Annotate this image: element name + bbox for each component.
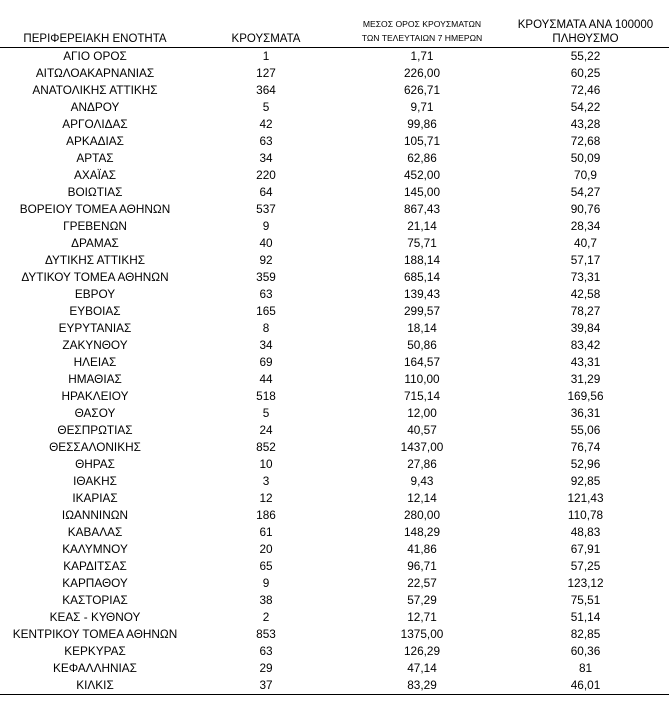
- cell-per100k: 60,25: [570, 66, 601, 80]
- cell-region: ΘΗΡΑΣ: [75, 457, 115, 471]
- cell-cases: 5: [262, 406, 270, 420]
- cell-cases: 44: [259, 372, 273, 386]
- cell-per100k: 55,22: [570, 49, 601, 63]
- header-avg7-line2: ΤΩΝ ΤΕΛΕΥΤΑΙΩΝ 7 ΗΜΕΡΩΝ: [361, 33, 483, 43]
- cell-region: ΚΙΛΚΙΣ: [0, 677, 190, 695]
- cell-region: ΗΜΑΘΙΑΣ: [68, 372, 122, 386]
- header-row: [0, 8, 669, 48]
- cell-cases: 8: [262, 321, 270, 335]
- cell-region: ΕΥΒΟΙΑΣ: [69, 304, 121, 318]
- cell-avg7: 685,14: [403, 270, 441, 284]
- cell-region: ΗΛΕΙΑΣ: [73, 355, 117, 369]
- cell-avg7: 280,00: [403, 508, 441, 522]
- cell-per100k: 75,51: [570, 593, 601, 607]
- table-row: [0, 558, 669, 575]
- cell-avg7: 715,14: [403, 389, 441, 403]
- cell-avg7: 110,00: [404, 372, 440, 386]
- table-row: [0, 609, 669, 626]
- cell-cases: 359: [256, 270, 276, 284]
- cell-cases: 12: [259, 491, 273, 505]
- cell-region: ΒΟΡΕΙΟΥ ΤΟΜΕΑ ΑΘΗΝΩΝ: [19, 202, 171, 216]
- cell-per100k: 57,17: [570, 253, 601, 267]
- cell-region: ΚΑΒΑΛΑΣ: [67, 525, 123, 539]
- cell-cases: 34: [259, 151, 273, 165]
- cell-per100k: 57,25: [570, 559, 601, 573]
- cell-avg7: 41,86: [407, 542, 437, 556]
- table-row: [0, 184, 669, 201]
- table-row: [0, 660, 669, 677]
- cell-region: ΚΑΣΤΟΡΙΑΣ: [62, 593, 128, 607]
- table-row: [0, 303, 669, 320]
- cell-per100k: 70,9: [574, 168, 597, 182]
- table-row: [0, 82, 669, 99]
- table-row: [0, 677, 669, 695]
- cell-cases: 852: [256, 440, 276, 454]
- cell-per100k: 73,31: [570, 270, 601, 284]
- cell-avg7: 96,71: [407, 559, 437, 573]
- cell-per100k: 67,91: [570, 542, 601, 556]
- cell-per100k: 78,27: [570, 304, 601, 318]
- table-row: [0, 422, 669, 439]
- table-row: [0, 643, 669, 660]
- cell-per100k: 82,85: [570, 627, 601, 641]
- cell-cases: 20: [259, 542, 273, 556]
- cell-region: ΚΑΡΠΑΘΟΥ: [62, 576, 128, 590]
- cell-per100k: 39,84: [570, 321, 601, 335]
- cell-avg7: 299,57: [403, 304, 441, 318]
- cell-per100k: 48,83: [570, 525, 601, 539]
- cell-per100k: 76,74: [570, 440, 601, 454]
- cell-cases: 853: [256, 627, 276, 641]
- cell-avg7: 626,71: [403, 83, 441, 97]
- table-row: [0, 575, 669, 592]
- cell-per100k: 54,27: [570, 185, 601, 199]
- cell-per100k: 110,78: [567, 508, 604, 522]
- cell-cases: 40: [259, 236, 273, 250]
- cell-region: ΑΙΤΩΛΟΑΚΑΡΝΑΝΙΑΣ: [35, 66, 155, 80]
- cell-per100k: 52,96: [570, 457, 601, 471]
- cell-cases: 63: [259, 134, 273, 148]
- cell-avg7: 1375,00: [400, 627, 444, 641]
- cell-cases: 29: [259, 661, 273, 675]
- cell-per100k: 123,12: [567, 576, 604, 590]
- cell-cases: 61: [259, 525, 273, 539]
- cell-cases: 69: [259, 355, 273, 369]
- cell-region: ΚΕΝΤΡΙΚΟΥ ΤΟΜΕΑ ΑΘΗΝΩΝ: [12, 627, 178, 641]
- cell-avg7: 22,57: [407, 576, 437, 590]
- cell-avg7: 75,71: [407, 236, 437, 250]
- cell-avg7: 12,14: [407, 491, 437, 505]
- cell-avg7: 83,29: [342, 677, 502, 695]
- table-body: [0, 48, 669, 695]
- cell-per100k: 55,06: [570, 423, 601, 437]
- table-row: [0, 439, 669, 456]
- cell-avg7: 21,14: [407, 219, 437, 233]
- table-row: [0, 286, 669, 303]
- table-row: [0, 456, 669, 473]
- cases-table: [0, 8, 669, 695]
- header-cases: ΚΡΟΥΣΜΑΤΑ: [231, 33, 301, 45]
- cell-region: ΒΟΙΩΤΙΑΣ: [67, 185, 123, 199]
- table-row: [0, 337, 669, 354]
- cell-per100k: 83,42: [570, 338, 601, 352]
- cell-per100k: 46,01: [502, 677, 669, 695]
- table-row: [0, 99, 669, 116]
- header-avg7: [342, 8, 502, 48]
- cell-region: ΑΓΙΟ ΟΡΟΣ: [63, 49, 127, 63]
- cell-avg7: 105,71: [403, 134, 441, 148]
- cell-per100k: 92,85: [570, 474, 601, 488]
- cell-avg7: 9,71: [410, 100, 434, 114]
- cell-cases: 220: [256, 168, 276, 182]
- table-row: [0, 269, 669, 286]
- cell-avg7: 139,43: [403, 287, 441, 301]
- cell-cases: 37: [190, 677, 342, 695]
- cell-region: ΚΕΡΚΥΡΑΣ: [64, 644, 126, 658]
- cell-cases: 1: [262, 49, 270, 63]
- cell-per100k: 40,7: [574, 236, 597, 250]
- table-row: [0, 371, 669, 388]
- cell-avg7: 12,00: [407, 406, 437, 420]
- table-row: [0, 490, 669, 507]
- cell-avg7: 40,57: [407, 423, 437, 437]
- cell-cases: 127: [256, 66, 276, 80]
- table-row: [0, 167, 669, 184]
- cell-cases: 9: [262, 576, 270, 590]
- cell-cases: 24: [259, 423, 273, 437]
- table-row: [0, 252, 669, 269]
- cell-region: ΔΥΤΙΚΗΣ ΑΤΤΙΚΗΣ: [44, 253, 146, 267]
- table-row: [0, 388, 669, 405]
- table-row: [0, 541, 669, 558]
- cell-region: ΑΡΓΟΛΙΔΑΣ: [62, 117, 128, 131]
- cell-cases: 42: [259, 117, 273, 131]
- cell-per100k: 72,68: [570, 134, 601, 148]
- cell-cases: 63: [259, 644, 273, 658]
- header-region: ΠΕΡΙΦΕΡΕΙΑΚΗ ΕΝΟΤΗΤΑ: [23, 33, 167, 45]
- cell-avg7: 226,00: [403, 66, 441, 80]
- cell-cases: 65: [259, 559, 273, 573]
- table-row: [0, 116, 669, 133]
- cell-region: ΑΡΤΑΣ: [76, 151, 114, 165]
- cell-avg7: 9,43: [410, 474, 434, 488]
- cell-avg7: 27,86: [407, 457, 437, 471]
- cell-avg7: 12,71: [407, 610, 437, 624]
- header-avg7-line1: ΜΕΣΟΣ ΟΡΟΣ ΚΡΟΥΣΜΑΤΩΝ: [362, 19, 482, 29]
- cell-cases: 63: [259, 287, 273, 301]
- cell-region: ΖΑΚΥΝΘΟΥ: [62, 338, 128, 352]
- cell-per100k: 51,14: [570, 610, 601, 624]
- header-per100k: [502, 8, 669, 48]
- cell-cases: 165: [256, 304, 276, 318]
- cell-avg7: 18,14: [407, 321, 437, 335]
- cell-cases: 3: [262, 474, 270, 488]
- table-row: [0, 473, 669, 490]
- cell-cases: 5: [262, 100, 270, 114]
- table-row: [0, 235, 669, 252]
- cell-cases: 64: [259, 185, 273, 199]
- cell-region: ΘΕΣΣΑΛΟΝΙΚΗΣ: [49, 440, 141, 454]
- cell-avg7: 145,00: [403, 185, 441, 199]
- cell-cases: 537: [256, 202, 276, 216]
- cell-region: ΘΕΣΠΡΩΤΙΑΣ: [57, 423, 133, 437]
- table-row: [0, 65, 669, 82]
- table-row: [0, 592, 669, 609]
- cell-region: ΙΩΑΝΝΙΝΩΝ: [61, 508, 129, 522]
- cell-avg7: 57,29: [407, 593, 437, 607]
- cell-avg7: 47,14: [407, 661, 437, 675]
- cell-per100k: 36,31: [570, 406, 601, 420]
- cell-per100k: 31,29: [570, 372, 601, 386]
- cell-region: ΚΑΛΥΜΝΟΥ: [62, 542, 128, 556]
- table-row: [0, 150, 669, 167]
- cell-avg7: 452,00: [403, 168, 441, 182]
- cell-region: ΓΡΕΒΕΝΩΝ: [63, 219, 127, 233]
- cell-region: ΔΡΑΜΑΣ: [71, 236, 119, 250]
- header-per100k-line1: ΚΡΟΥΣΜΑΤΑ ΑΝΑ 100000: [517, 19, 654, 31]
- cell-region: ΙΚΑΡΙΑΣ: [72, 491, 118, 505]
- cell-avg7: 99,86: [407, 117, 437, 131]
- cell-region: ΚΕΑΣ - ΚΥΘΝΟΥ: [49, 610, 141, 624]
- cell-region: ΔΥΤΙΚΟΥ ΤΟΜΕΑ ΑΘΗΝΩΝ: [21, 270, 169, 284]
- cell-cases: 9: [262, 219, 270, 233]
- cell-region: ΚΑΡΔΙΤΣΑΣ: [63, 559, 127, 573]
- cell-cases: 518: [256, 389, 276, 403]
- table-row: [0, 218, 669, 235]
- cell-cases: 10: [259, 457, 273, 471]
- cell-cases: 38: [259, 593, 273, 607]
- cell-avg7: 50,86: [407, 338, 437, 352]
- table-row: [0, 405, 669, 422]
- cell-region: ΘΑΣΟΥ: [74, 406, 116, 420]
- cell-avg7: 148,29: [403, 525, 441, 539]
- cell-per100k: 90,76: [570, 202, 601, 216]
- cell-cases: 186: [256, 508, 276, 522]
- cell-cases: 34: [259, 338, 273, 352]
- cell-region: ΑΝΑΤΟΛΙΚΗΣ ΑΤΤΙΚΗΣ: [32, 83, 158, 97]
- cell-avg7: 1437,00: [400, 440, 444, 454]
- cell-avg7: 126,29: [403, 644, 441, 658]
- cell-per100k: 121,43: [567, 491, 604, 505]
- cell-per100k: 42,58: [570, 287, 601, 301]
- table-row: [0, 133, 669, 150]
- cell-region: ΑΝΔΡΟΥ: [70, 100, 120, 114]
- cell-region: ΙΘΑΚΗΣ: [73, 474, 117, 488]
- cell-region: ΗΡΑΚΛΕΙΟΥ: [61, 389, 129, 403]
- cell-cases: 364: [256, 83, 276, 97]
- table-row: [0, 320, 669, 337]
- table-row: [0, 201, 669, 218]
- cell-cases: 92: [259, 253, 273, 267]
- table-row: [0, 48, 669, 66]
- cell-region: ΕΥΡΥΤΑΝΙΑΣ: [58, 321, 132, 335]
- cell-avg7: 188,14: [403, 253, 441, 267]
- cell-region: ΚΕΦΑΛΛΗΝΙΑΣ: [53, 661, 137, 675]
- cell-region: ΕΒΡΟΥ: [74, 287, 116, 301]
- cell-per100k: 43,28: [570, 117, 601, 131]
- cell-cases: 2: [262, 610, 270, 624]
- cell-per100k: 54,22: [570, 100, 601, 114]
- header-per100k-line2: ΠΛΗΘΥΣΜΟ: [552, 33, 619, 45]
- cell-avg7: 1,71: [410, 49, 434, 63]
- cell-per100k: 50,09: [570, 151, 601, 165]
- cell-per100k: 28,34: [570, 219, 601, 233]
- table-row: [0, 524, 669, 541]
- cell-avg7: 867,43: [403, 202, 441, 216]
- cell-per100k: 81: [578, 661, 593, 675]
- cell-region: ΑΧΑΪΑΣ: [73, 168, 117, 182]
- cell-per100k: 43,31: [570, 355, 601, 369]
- cell-region: ΑΡΚΑΔΙΑΣ: [66, 134, 124, 148]
- table-row: [0, 507, 669, 524]
- cell-per100k: 169,56: [567, 389, 604, 403]
- table-header: [0, 8, 669, 48]
- cell-per100k: 60,36: [570, 644, 601, 658]
- table-row: [0, 626, 669, 643]
- cell-avg7: 62,86: [407, 151, 437, 165]
- table-row: [0, 354, 669, 371]
- cell-avg7: 164,57: [403, 355, 441, 369]
- cell-per100k: 72,46: [570, 83, 601, 97]
